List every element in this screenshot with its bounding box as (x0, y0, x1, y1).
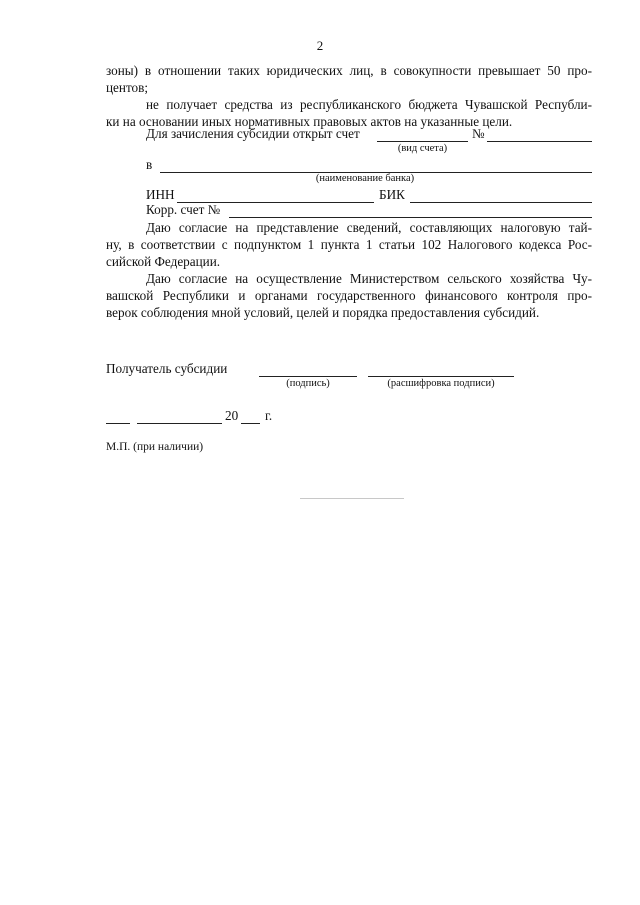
account-prefix: Для зачисления субсидии открыт счет (146, 126, 360, 141)
caption-signature: (подпись) (286, 378, 330, 389)
page-number: 2 (316, 38, 324, 53)
date-year-field[interactable] (241, 423, 260, 424)
recipient-label: Получатель субсидии (106, 361, 228, 376)
caption-account-type: (вид счета) (397, 143, 448, 154)
caption-signature-decoding: (расшифровка подписи) (387, 378, 495, 389)
paragraph-1-line-1: зоны) в отношении таких юридических лиц, в совокупности превышает 50 про- (106, 63, 592, 78)
account-number-sign: № (472, 126, 485, 141)
date-year-suffix: г. (265, 408, 273, 423)
account-type-field[interactable] (377, 141, 468, 142)
signature-decoding-field[interactable] (368, 376, 514, 377)
date-month-field[interactable] (137, 423, 222, 424)
stamp-note: М.П. (при наличии) (106, 441, 204, 453)
date-day-field[interactable] (106, 423, 130, 424)
account-number-field[interactable] (487, 141, 592, 142)
bik-label: БИК (379, 187, 405, 202)
paragraph-1-line-2: центов; (106, 80, 149, 95)
inn-label: ИНН (146, 187, 175, 202)
consent-control-line-1: Даю согласие на осуществление Министерством сельского хозяйства Чу- (146, 271, 592, 286)
consent-control-line-2: вашской Республики и органами государственного финансового контроля про- (106, 288, 592, 303)
closing-divider (300, 498, 404, 499)
consent-tax-line-2: ну, в соответствии с подпунктом 1 пункта 1 статьи 102 Налогового кодекса Рос- (106, 237, 592, 252)
consent-tax-line-3: сийской Федерации. (106, 254, 221, 269)
signature-field[interactable] (259, 376, 357, 377)
caption-bank-name: (наименование банка) (315, 173, 415, 184)
date-year-prefix: 20 (225, 408, 239, 423)
corr-account-field[interactable] (229, 217, 592, 218)
bank-prefix: в (146, 157, 153, 172)
consent-tax-line-1: Даю согласие на представление сведений, составляющих налоговую тай- (146, 220, 592, 235)
consent-control-line-3: верок соблюдения мной условий, целей и порядка предоставления субсидий. (106, 305, 540, 320)
corr-account-label: Корр. счет № (146, 202, 221, 217)
paragraph-2-line-2: ки на основании иных нормативных правовых актов на указанные цели. (106, 114, 513, 129)
bik-field[interactable] (410, 202, 592, 203)
paragraph-2-line-1: не получает средства из республиканского бюджета Чувашской Республи- (146, 97, 592, 112)
